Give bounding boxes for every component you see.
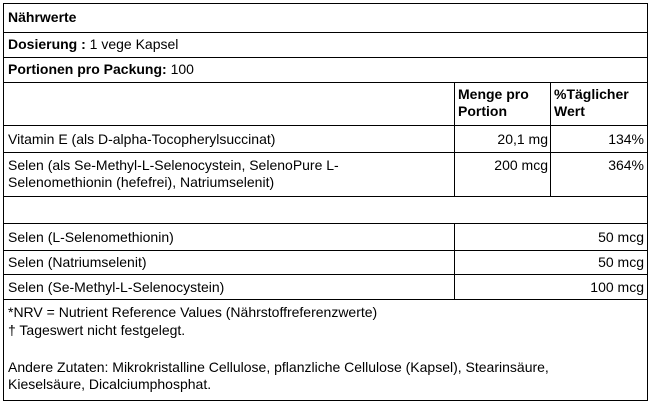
serving-size-label: Dosierung : [8, 36, 86, 52]
serving-size-value: 1 vege Kapsel [89, 36, 179, 52]
divider [4, 32, 647, 33]
column-divider [454, 82, 455, 197]
nutrient-name-continued: Selenomethionin (hefefrei), Natriumselenit) [8, 174, 275, 190]
divider [4, 57, 647, 58]
servings-per-pack-row [8, 61, 194, 78]
divider [4, 223, 647, 224]
nrv-footnote: *NRV = Nutrient Reference Values (Nährstoffreferenzwerte) [8, 304, 378, 320]
nutrient-name: Selen (als Se-Methyl-L-Selenocystein, SelenoPure L- [8, 157, 339, 173]
dv-header-line2: Wert [554, 103, 585, 119]
divider [4, 274, 647, 275]
divider [4, 299, 647, 300]
dv-header-line1: %Täglicher [554, 86, 629, 102]
serving-size-row [8, 36, 178, 53]
other-ingredients-continued: Kieselsäure, Dicalciumphosphat. [8, 376, 212, 392]
column-divider [550, 82, 551, 197]
nutrient-daily-value: 134% [608, 131, 644, 147]
servings-per-pack-label: Portionen pro Packung: [8, 61, 167, 77]
servings-per-pack-value: 100 [170, 61, 194, 77]
nutrient-amount: 200 mcg [494, 157, 548, 173]
amount-header-line1: Menge pro [458, 86, 529, 102]
source-amount: 50 mcg [598, 254, 644, 270]
table-title: Nährwerte [8, 9, 77, 25]
source-amount: 50 mcg [598, 229, 644, 245]
nutrient-amount: 20,1 mg [497, 131, 548, 147]
nutrient-daily-value: 364% [608, 157, 644, 173]
divider [4, 250, 647, 251]
dagger-footnote: † Tageswert nicht festgelegt. [8, 322, 186, 338]
nutrition-facts-table [3, 3, 648, 401]
source-name: Selen (Natriumselenit) [8, 254, 147, 270]
source-name: Selen (Se-Methyl-L-Selenocystein) [8, 279, 225, 295]
source-name: Selen (L-Selenomethionin) [8, 229, 174, 245]
nutrient-name: Vitamin E (als D-alpha-Tocopherylsuccinat) [8, 131, 276, 147]
source-amount: 100 mcg [590, 279, 644, 295]
column-divider [454, 223, 455, 300]
amount-header-line2: Portion [458, 103, 507, 119]
other-ingredients: Andere Zutaten: Mikrokristalline Cellulose, pflanzliche Cellulose (Kapsel), Stearinsäure, [8, 359, 549, 375]
